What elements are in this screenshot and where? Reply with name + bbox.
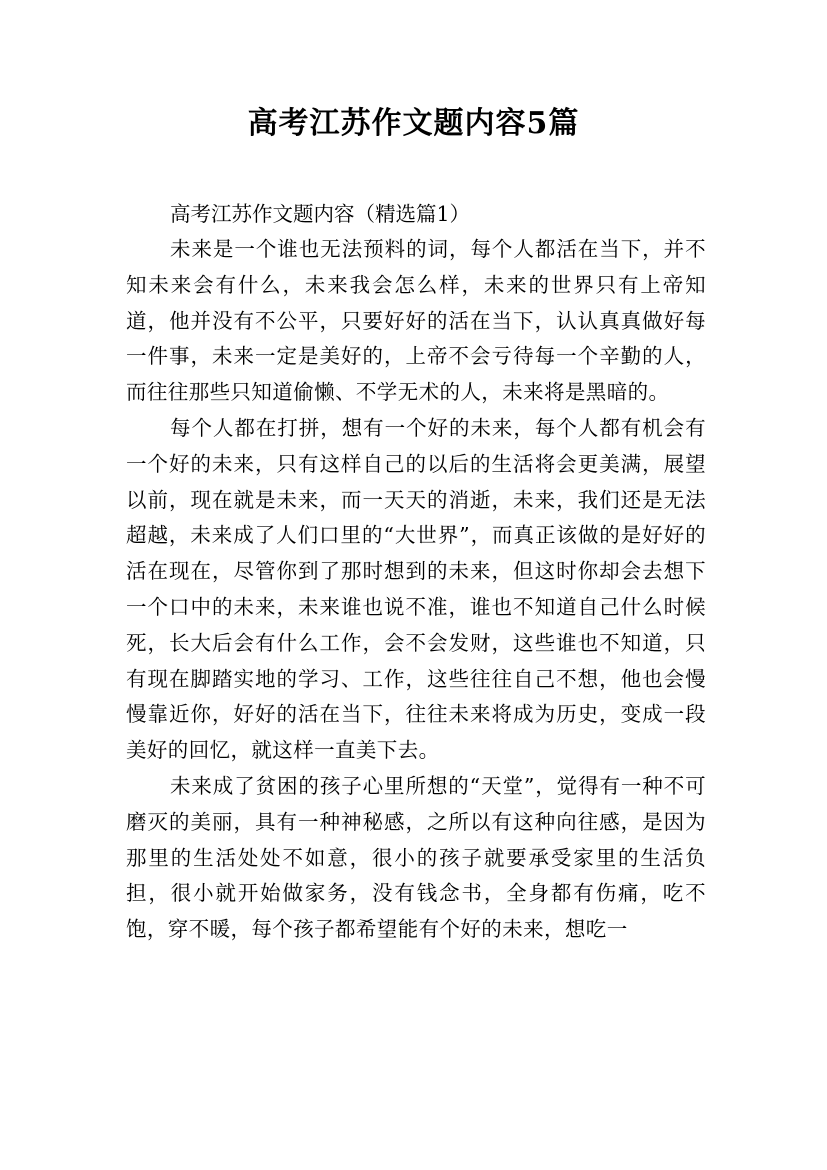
paragraph-1: 未来是一个谁也无法预料的词，每个人都活在当下，并不知未来会有什么，未来我会怎么样，未来的世界只有上帝知道，他并没有不公平，只要好好的活在当下，认认真真做好每一件事，未来一定是美好的，上帝不会亏待每一个辛勤的人，而往往那些只知道偷懒、不学无术的人，未来将是黑暗的。 — [126, 237, 706, 405]
document-body — [126, 196, 706, 948]
document-title: 高考江苏作文题内容5篇 — [247, 106, 580, 141]
paragraph-2: 每个人都在打拼，想有一个好的未来，每个人都有机会有一个好的未来，只有这样自己的以后的生活将会更美满，展望以前，现在就是未来，而一天天的消逝，未来，我们还是无法超越，未来成了人们口里的“大世界”，而真正该做的是好好的活在现在，尽管你到了那时想到的未来，但这时你却会去想下一个口中的未来，未来谁也说不准，谁也不知道自己什么时候死，长大后会有什么工作，会不会发财，这些谁也不知道，只有现在脚踏实地的学习、工作，这些往往自己不想，他也会慢慢靠近你，好好的活在当下，往往未来将成为历史，变成一段美好的回忆，就这样一直美下去。 — [126, 415, 706, 763]
paragraph-3: 未来成了贫困的孩子心里所想的“天堂”，觉得有一种不可磨灭的美丽，具有一种神秘感，之所以有这种向往感，是因为那里的生活处处不如意，很小的孩子就要承受家里的生活负担，很小就开始做家务，没有钱念书，全身都有伤痛，吃不饱，穿不暖，每个孩子都希望能有个好的未来，想吃一 — [126, 773, 706, 942]
section-heading: 高考江苏作文题内容（精选篇1） — [170, 202, 471, 226]
